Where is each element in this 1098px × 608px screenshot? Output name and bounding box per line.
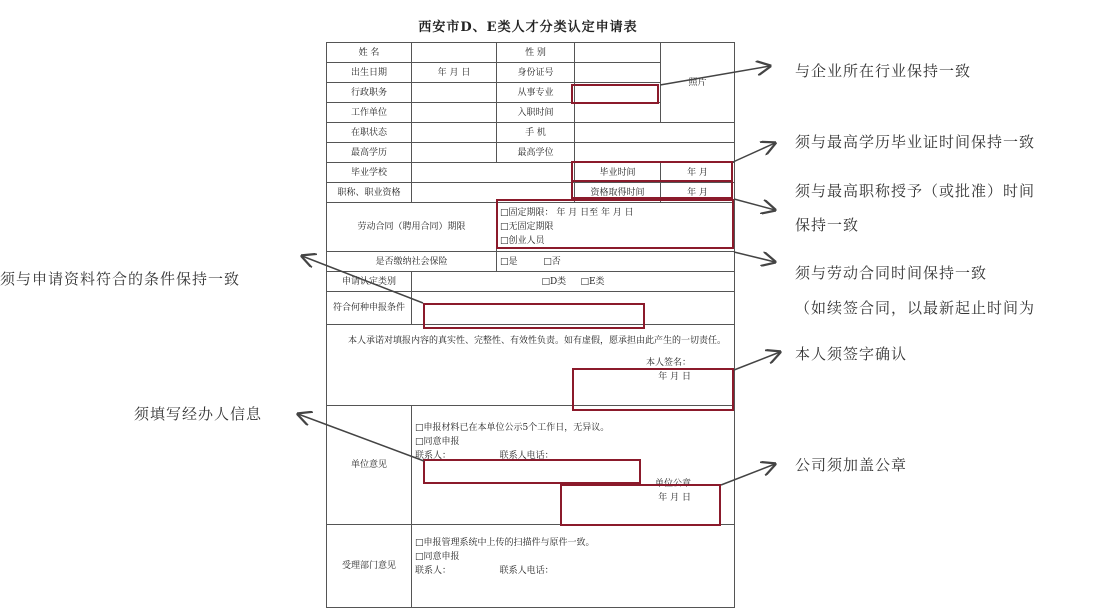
label-school: 毕业学校	[327, 163, 412, 183]
pledge-text: 本人承诺对填报内容的真实性、完整性、有效性负责。如有虚假，愿承担由此产生的一切责任。	[348, 336, 727, 346]
label-birth: 出生日期	[327, 63, 412, 83]
unit-seal-label: 单位公章	[654, 479, 691, 489]
arrow-contact	[298, 414, 424, 461]
label-id: 身份证号	[497, 63, 575, 83]
label-position: 行政职务	[327, 83, 412, 103]
contract-option-startup: □创业人员	[500, 236, 545, 246]
arrow-grad-date	[733, 143, 775, 162]
category-e-option: □E类	[580, 276, 605, 287]
photo-cell: 照片	[661, 43, 735, 123]
note-industry: 与企业所在行业保持一致	[795, 62, 972, 80]
note-seal: 公司须加盖公章	[795, 456, 908, 474]
label-degree: 最高学位	[497, 143, 575, 163]
note-contract-2: （如续签合同，以最新起止时间为	[795, 299, 1036, 317]
arrow-signature	[734, 352, 780, 370]
value-title-date: 年 月	[661, 183, 735, 203]
value-grad-date: 年 月	[661, 163, 735, 183]
label-name: 姓 名	[327, 43, 412, 63]
note-signature: 本人须签字确认	[795, 345, 908, 363]
category-d-option: □D类	[541, 276, 567, 287]
value-birth: 年 月 日	[412, 63, 497, 83]
arrow-industry	[660, 66, 770, 85]
insurance-no-option: □否	[543, 256, 561, 267]
note-contract-1: 须与劳动合同时间保持一致	[795, 264, 988, 282]
unit-phone-label: 联系人电话：	[499, 451, 554, 461]
pledge-date: 年 月 日	[658, 372, 691, 382]
unit-option-agree: □同意申报	[415, 437, 460, 447]
note-contact: 须填写经办人信息	[134, 405, 263, 423]
label-condition: 符合何种申报条件	[327, 292, 412, 325]
arrow-seal	[721, 464, 775, 485]
insurance-yes-option: □是	[500, 256, 518, 267]
label-grad-date: 毕业时间	[575, 163, 661, 183]
label-status: 在职状态	[327, 123, 412, 143]
unit-contact-label: 联系人：	[415, 451, 452, 461]
contract-option-fixed: □固定期限： 年 月 日至 年 月 日	[500, 208, 634, 218]
label-major: 从事专业	[497, 83, 575, 103]
arrow-contract	[734, 252, 775, 262]
label-title-date: 资格取得时间	[575, 183, 661, 203]
note-condition: 须与申请资料符合的条件保持一致	[0, 270, 241, 288]
unit-date: 年 月 日	[658, 493, 691, 503]
label-dept-opinion: 受理部门意见	[327, 525, 412, 608]
label-contract: 劳动合同（聘用合同）期限	[327, 203, 497, 252]
label-hire-date: 入职时间	[497, 103, 575, 123]
label-phone: 手 机	[497, 123, 575, 143]
note-title-date-2: 保持一致	[795, 216, 860, 234]
dept-option-consistent: □申报管理系统中上传的扫描件与原件一致。	[415, 538, 595, 548]
label-insurance: 是否缴纳社会保险	[327, 252, 497, 272]
arrow-condition	[302, 256, 423, 303]
label-employer: 工作单位	[327, 103, 412, 123]
pledge-signature-label: 本人签名：	[645, 358, 691, 368]
dept-contact-label: 联系人：	[415, 566, 452, 576]
dept-phone-label: 联系人电话：	[499, 566, 554, 576]
contract-option-open: □无固定期限	[500, 222, 554, 232]
label-unit-opinion: 单位意见	[327, 406, 412, 525]
arrow-title-date	[734, 199, 775, 210]
dept-option-agree: □同意申报	[415, 552, 460, 562]
label-title: 职称、职业资格	[327, 183, 412, 203]
label-gender: 性 别	[497, 43, 575, 63]
unit-option-published: □申报材料已在本单位公示5个工作日，无异议。	[415, 423, 610, 433]
note-grad-date: 须与最高学历毕业证时间保持一致	[795, 133, 1036, 151]
form-title: 西安市D、E类人才分类认定申请表	[418, 20, 638, 35]
label-category: 申请认定类别	[327, 272, 412, 292]
note-title-date-1: 须与最高职称授予（或批准）时间	[795, 182, 1036, 200]
label-education: 最高学历	[327, 143, 412, 163]
